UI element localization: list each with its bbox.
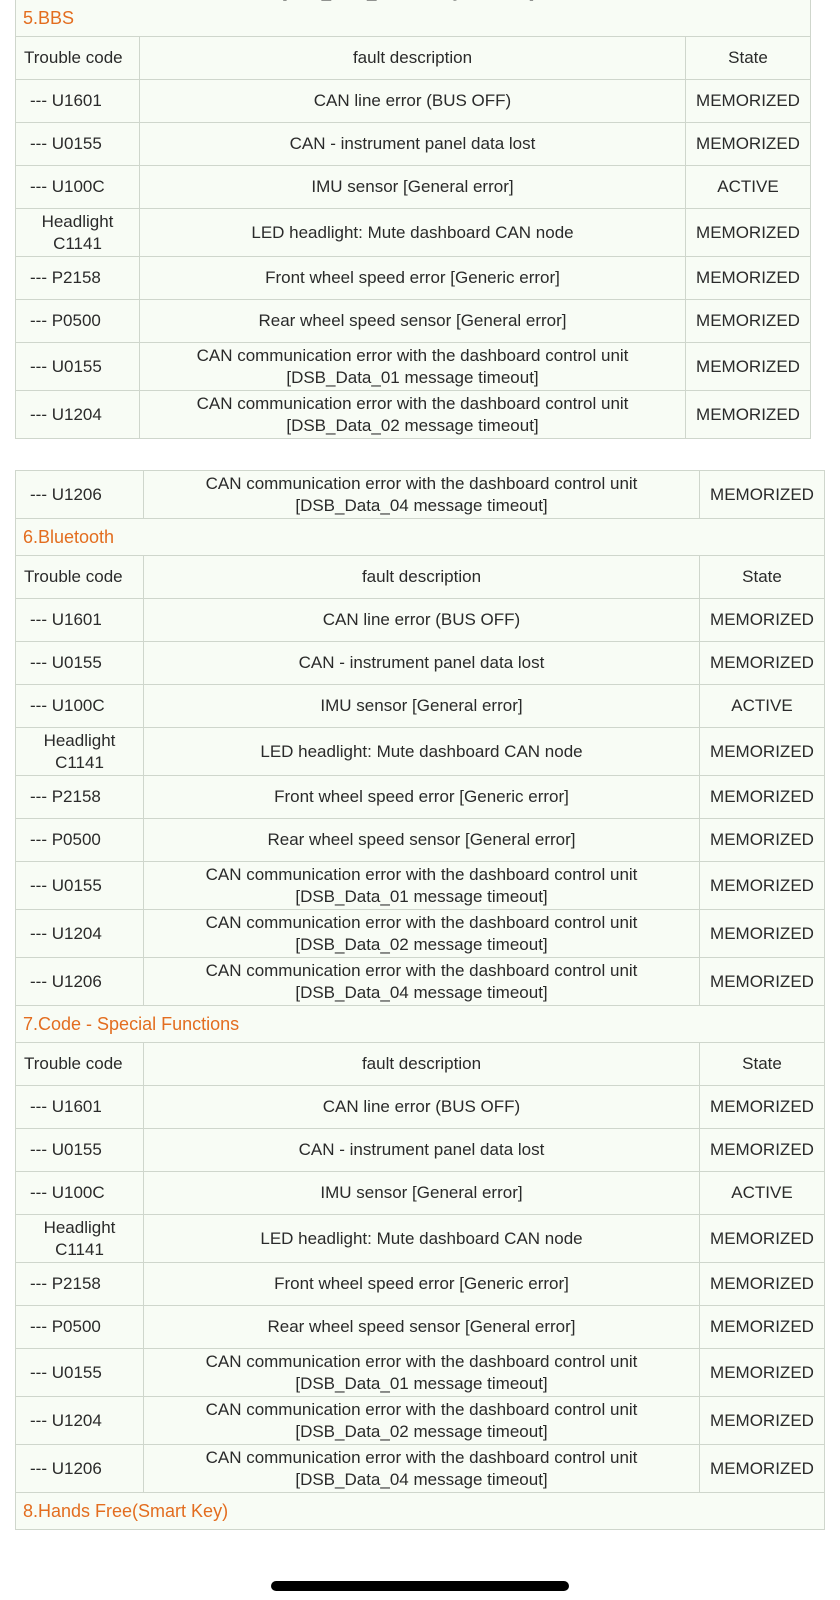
fault-description-cell: CAN communication error with the dashboard control unit [DSB_Data_04 message timeout] xyxy=(144,958,700,1006)
trouble-code-cell: --- P0500 xyxy=(16,300,140,343)
fault-description-cell: CAN communication error with the dashboard control unit [DSB_Data_02 message timeout] xyxy=(140,391,686,439)
trouble-code-cell: --- U1206 xyxy=(16,1445,144,1493)
state-cell: MEMORIZED xyxy=(700,958,825,1006)
fault-description-cell: CAN - instrument panel data lost xyxy=(140,123,686,166)
state-cell: MEMORIZED xyxy=(700,862,825,910)
fault-description-cell: CAN line error (BUS OFF) xyxy=(144,1086,700,1129)
state-cell: MEMORIZED xyxy=(686,123,811,166)
trouble-code-cell: --- U0155 xyxy=(16,1349,144,1397)
state-cell: MEMORIZED xyxy=(700,728,825,776)
fault-description-cell: LED headlight: Mute dashboard CAN node xyxy=(144,728,700,776)
state-cell: MEMORIZED xyxy=(700,819,825,862)
trouble-code-cell: --- P0500 xyxy=(16,819,144,862)
header-trouble-code: Trouble code xyxy=(16,1043,144,1086)
state-cell: MEMORIZED xyxy=(700,1306,825,1349)
trouble-code-cell: Headlight C1141 xyxy=(16,209,140,257)
state-cell: MEMORIZED xyxy=(686,343,811,391)
table-row xyxy=(16,958,825,1006)
trouble-code-cell: Headlight C1141 xyxy=(16,728,144,776)
state-cell: MEMORIZED xyxy=(686,300,811,343)
section-title-hands-free: 8.Hands Free(Smart Key) xyxy=(15,1493,825,1529)
fault-description-cell: Rear wheel speed sensor [General error] xyxy=(140,300,686,343)
fault-description-cell: CAN line error (BUS OFF) xyxy=(144,599,700,642)
trouble-code-cell: --- P2158 xyxy=(16,776,144,819)
fault-description-cell: CAN line error (BUS OFF) xyxy=(140,80,686,123)
fault-description-cell: CAN communication error with the dashboard control unit [DSB_Data_04 message timeout] xyxy=(144,471,700,519)
trouble-code-cell: --- U1204 xyxy=(16,910,144,958)
screenshot-part-1 xyxy=(0,0,840,455)
fault-description-cell: Front wheel speed error [Generic error] xyxy=(144,776,700,819)
table-row xyxy=(16,642,825,685)
fault-description-cell: Front wheel speed error [Generic error] xyxy=(140,257,686,300)
fault-description-cell: LED headlight: Mute dashboard CAN node xyxy=(140,209,686,257)
trouble-code-cell: --- U0155 xyxy=(16,343,140,391)
trouble-code-cell: --- U100C xyxy=(16,166,140,209)
table-row xyxy=(16,685,825,728)
header-trouble-code: Trouble code xyxy=(16,37,140,80)
fault-description-cell: CAN communication error with the dashboard control unit [DSB_Data_02 message timeout] xyxy=(144,1397,700,1445)
fault-description-cell: CAN communication error with the dashboard control unit [DSB_Data_04 message timeout] xyxy=(144,1445,700,1493)
table-row xyxy=(16,471,825,519)
trouble-code-cell: --- U0155 xyxy=(16,862,144,910)
state-cell: MEMORIZED xyxy=(686,80,811,123)
state-cell: MEMORIZED xyxy=(686,257,811,300)
table-header-row xyxy=(16,37,811,80)
dtc-table-special-functions xyxy=(15,1042,825,1493)
table-row xyxy=(16,1172,825,1215)
state-cell: MEMORIZED xyxy=(700,1086,825,1129)
state-cell: MEMORIZED xyxy=(700,1129,825,1172)
header-fault-description: fault description xyxy=(144,556,700,599)
table-row xyxy=(16,166,811,209)
fault-description-cell: CAN communication error with the dashboard control unit [DSB_Data_01 message timeout] xyxy=(144,1349,700,1397)
fault-description-cell: CAN - instrument panel data lost xyxy=(144,1129,700,1172)
table-row xyxy=(16,209,811,257)
screenshot-gap xyxy=(0,455,840,470)
table-row xyxy=(16,599,825,642)
header-state: State xyxy=(700,1043,825,1086)
trouble-code-cell: --- U1601 xyxy=(16,80,140,123)
state-cell: MEMORIZED xyxy=(700,1445,825,1493)
fault-description-cell: IMU sensor [General error] xyxy=(144,685,700,728)
state-cell: MEMORIZED xyxy=(700,642,825,685)
fault-description-cell: CAN communication error with the dashboard control unit [DSB_Data_02 message timeout] xyxy=(144,910,700,958)
section-title-bluetooth: 6.Bluetooth xyxy=(15,519,825,555)
table-row xyxy=(16,728,825,776)
table-row xyxy=(16,1129,825,1172)
fault-description-cell: CAN - instrument panel data lost xyxy=(144,642,700,685)
header-trouble-code: Trouble code xyxy=(16,556,144,599)
table-row xyxy=(16,776,825,819)
trouble-code-cell: Headlight C1141 xyxy=(16,1215,144,1263)
state-cell: ACTIVE xyxy=(700,1172,825,1215)
table-row xyxy=(16,1086,825,1129)
trouble-code-cell: --- U0155 xyxy=(16,123,140,166)
state-cell: MEMORIZED xyxy=(700,599,825,642)
trouble-code-cell: --- U0155 xyxy=(16,1129,144,1172)
state-cell: MEMORIZED xyxy=(700,1349,825,1397)
fault-report-bottom xyxy=(15,470,825,1530)
state-cell: MEMORIZED xyxy=(700,1215,825,1263)
state-cell: ACTIVE xyxy=(700,685,825,728)
state-cell: MEMORIZED xyxy=(700,1263,825,1306)
trouble-code-cell: --- U100C xyxy=(16,1172,144,1215)
trouble-code-cell: --- P0500 xyxy=(16,1306,144,1349)
section-title-bbs: 5.BBS xyxy=(15,0,811,36)
state-cell: MEMORIZED xyxy=(700,1397,825,1445)
table-header-row xyxy=(16,556,825,599)
fault-description-cell: IMU sensor [General error] xyxy=(144,1172,700,1215)
divider xyxy=(15,1529,825,1530)
table-row xyxy=(16,391,811,439)
state-cell: MEMORIZED xyxy=(700,471,825,519)
table-row xyxy=(16,257,811,300)
dtc-table-bbs-continued xyxy=(15,470,825,519)
state-cell: MEMORIZED xyxy=(700,910,825,958)
fault-description-cell: Front wheel speed error [Generic error] xyxy=(144,1263,700,1306)
table-row xyxy=(16,1397,825,1445)
previous-row-text xyxy=(282,0,534,2)
table-row xyxy=(16,910,825,958)
fault-description-cell: CAN communication error with the dashboard control unit [DSB_Data_01 message timeout] xyxy=(140,343,686,391)
header-fault-description: fault description xyxy=(144,1043,700,1086)
trouble-code-cell: --- P2158 xyxy=(16,257,140,300)
header-fault-description: fault description xyxy=(140,37,686,80)
trouble-code-cell: --- U1601 xyxy=(16,599,144,642)
state-cell: MEMORIZED xyxy=(686,209,811,257)
fault-description-cell: IMU sensor [General error] xyxy=(140,166,686,209)
table-row xyxy=(16,123,811,166)
table-row xyxy=(16,862,825,910)
trouble-code-cell: --- U1601 xyxy=(16,1086,144,1129)
state-cell: MEMORIZED xyxy=(686,391,811,439)
table-row xyxy=(16,1215,825,1263)
fault-description-cell: LED headlight: Mute dashboard CAN node xyxy=(144,1215,700,1263)
table-row xyxy=(16,819,825,862)
state-cell: ACTIVE xyxy=(686,166,811,209)
state-cell: MEMORIZED xyxy=(700,776,825,819)
header-state: State xyxy=(700,556,825,599)
trouble-code-cell: --- U1204 xyxy=(16,1397,144,1445)
trouble-code-cell: --- U1204 xyxy=(16,391,140,439)
table-row xyxy=(16,1445,825,1493)
trouble-code-cell: --- U1206 xyxy=(16,471,144,519)
trouble-code-cell: --- P2158 xyxy=(16,1263,144,1306)
fault-description-cell: CAN communication error with the dashboard control unit [DSB_Data_01 message timeout] xyxy=(144,862,700,910)
home-indicator[interactable] xyxy=(271,1581,569,1591)
fault-description-cell: Rear wheel speed sensor [General error] xyxy=(144,819,700,862)
table-row xyxy=(16,1306,825,1349)
trouble-code-cell: --- U0155 xyxy=(16,642,144,685)
table-row xyxy=(16,300,811,343)
table-header-row xyxy=(16,1043,825,1086)
table-row xyxy=(16,1263,825,1306)
trouble-code-cell: --- U100C xyxy=(16,685,144,728)
dtc-table-bbs xyxy=(15,36,811,439)
table-row xyxy=(16,343,811,391)
trouble-code-cell: --- U1206 xyxy=(16,958,144,1006)
table-row xyxy=(16,1349,825,1397)
dtc-table-bluetooth xyxy=(15,555,825,1006)
fault-description-cell: Rear wheel speed sensor [General error] xyxy=(144,1306,700,1349)
table-row xyxy=(16,80,811,123)
section-title-special-functions: 7.Code - Special Functions xyxy=(15,1006,825,1042)
screenshot-part-2 xyxy=(0,470,840,1600)
fault-report-top xyxy=(15,0,811,439)
header-state: State xyxy=(686,37,811,80)
